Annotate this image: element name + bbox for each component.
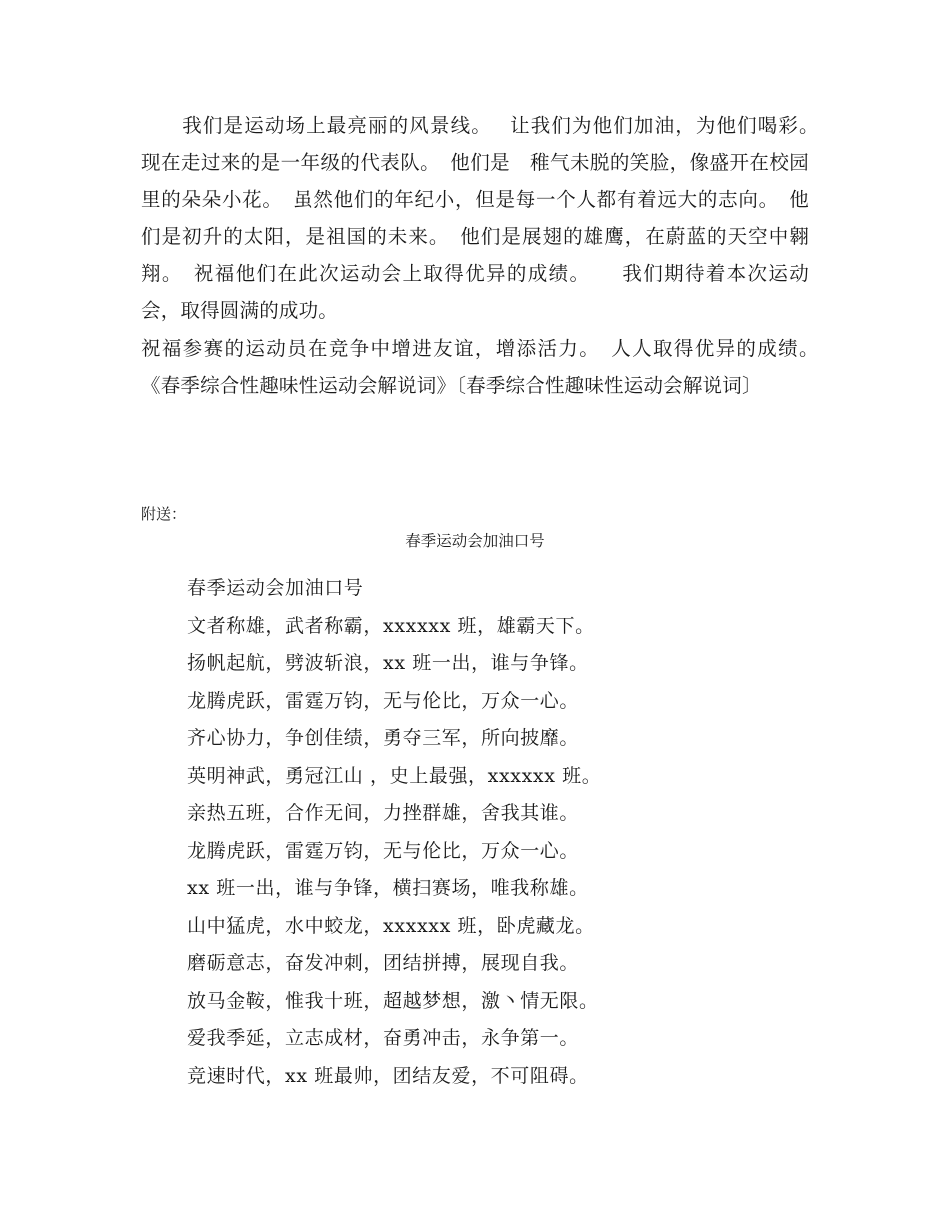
slogan-line: 英明神武，勇冠江山 ，史上最强，xxxxxx 班。 [187, 764, 602, 787]
slogan-line: 磨砺意志，奋发冲刺，团结拼搏，展现自我。 [187, 952, 580, 974]
slogan-line: 爱我季延，立志成材，奋勇冲击，永争第一。 [187, 1027, 580, 1049]
slogan-line: 放马金鞍，惟我十班，超越梦想，激丶情无限。 [187, 989, 599, 1012]
appendix-title: 春季运动会加油口号 [405, 532, 545, 550]
appendix-label: 附送： [141, 505, 187, 523]
slogan-line: 文者称雄，武者称霸，xxxxxx 班，雄霸天下。 [187, 614, 595, 637]
slogan-list [187, 570, 787, 1095]
slogan-line: 龙腾虎跃，雷霆万钧，无与伦比，万众一心。 [187, 839, 580, 862]
slogan-line: 齐心协力，争创佳绩，勇夺三军，所向披靡。 [187, 727, 580, 749]
slogan-line: xx 班一出，谁与争锋，横扫赛场，唯我称雄。 [187, 877, 589, 899]
slogan-line: 龙腾虎跃，雷霆万钧，无与伦比，万众一心。 [187, 689, 580, 712]
slogan-line: 扬帆起航，劈波斩浪，xx 班一出，谁与争锋。 [187, 652, 589, 674]
slogan-heading: 春季运动会加油口号 [187, 577, 364, 599]
slogan-line: 山中猛虎，水中蛟龙，xxxxxx 班，卧虎藏龙。 [187, 914, 595, 937]
slogan-line: 竞速时代，xx 班最帅，团结友爱，不可阻碍。 [187, 1064, 589, 1087]
commentary-paragraph: 我们是运动场上最亮丽的风景线。 让我们为他们加油，为他们喝彩。 现在走过来的是一年级的代表队。 他们是 稚气未脱的笑脸，像盛开在校园里的朵朵小花。 虽然他们的年纪小，但是每一个人都有着远大的志向。 他们是初升的太阳，是祖国的未来。 他们是展翅的雄鹰，在蔚蓝的天空中翱翔。 祝福他们在此次运动会上取得优异的成绩。 我们期待着本次运动会，取得圆满的成功。 祝福参赛的运动员在竞争中增进友谊，增添活力。 人人取得优异的成绩。 《春季综合性趣味性运动会解说词》〔春季综合性趣味性运动会解说词〕 [141, 114, 809, 397]
slogan-line: 亲热五班，合作无间，力挫群雄，舍我其谁。 [187, 802, 580, 824]
